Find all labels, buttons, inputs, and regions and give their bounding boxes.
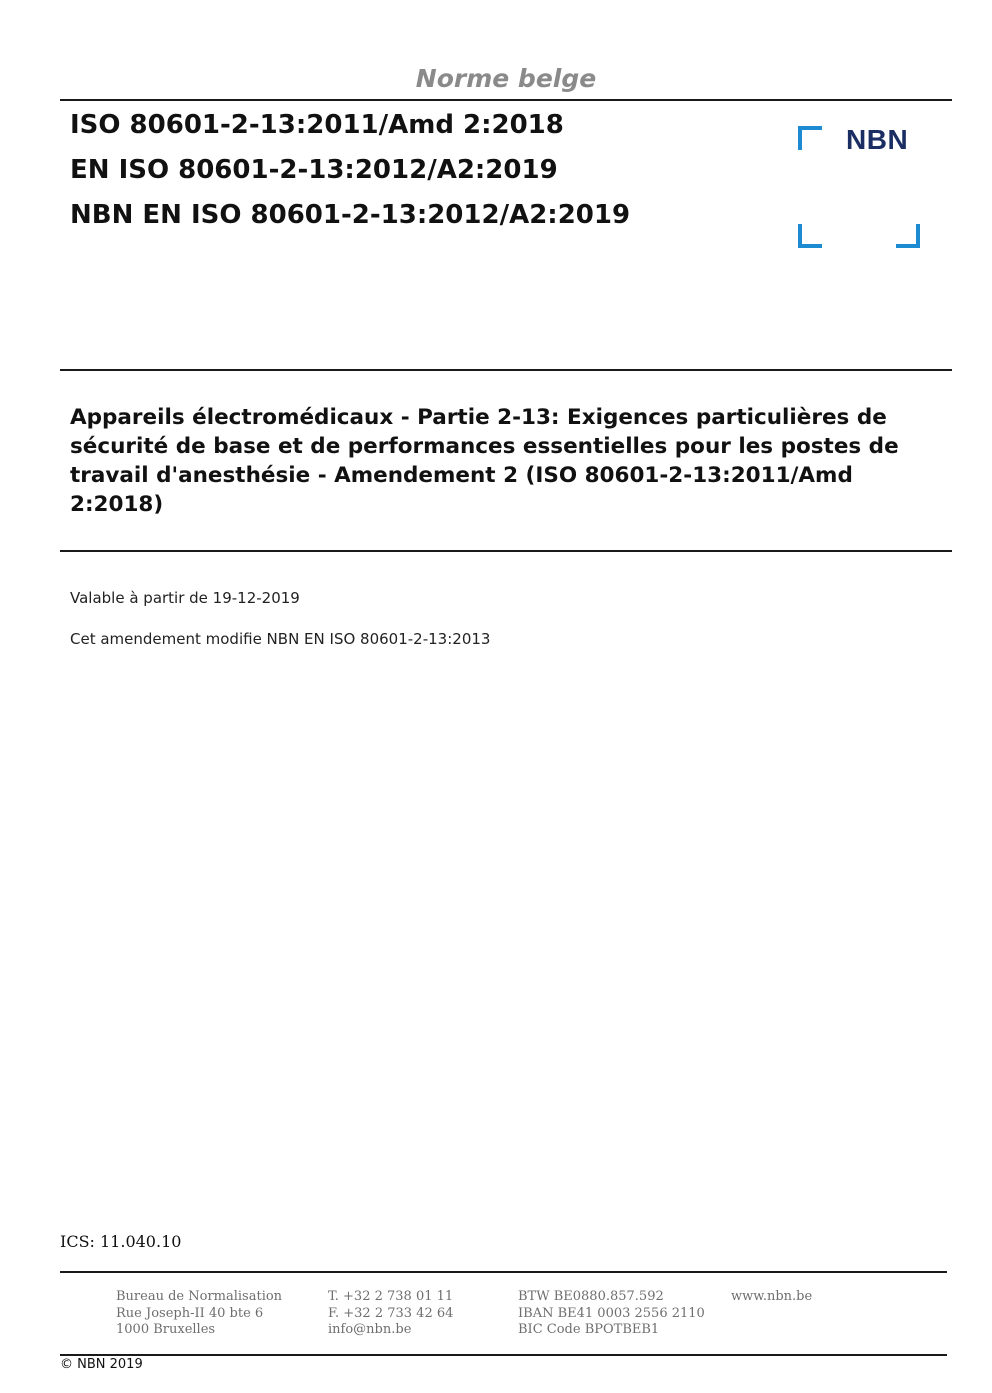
logo-corner-top-left-v [798, 126, 802, 150]
footer-address-line: Rue Joseph-II 40 bte 6 [116, 1305, 264, 1321]
copyright-text: © NBN 2019 [60, 1357, 143, 1372]
nbn-logo [798, 126, 920, 248]
footer-fax: F. +32 2 733 42 64 [328, 1305, 454, 1321]
footer-web [731, 1289, 812, 1306]
footer-bank [518, 1289, 705, 1339]
footer-email: info@nbn.be [328, 1322, 412, 1337]
logo-corner-bottom-left-v [798, 224, 802, 248]
standard-nbn-reference: NBN EN ISO 80601-2-13:2012/A2:2019 [70, 200, 631, 230]
divider-footer-bottom [60, 1354, 947, 1356]
footer-vat: BTW BE0880.857.592 [518, 1289, 664, 1304]
footer-contact [328, 1289, 453, 1339]
footer-iban: IBAN BE41 0003 2556 2110 [518, 1305, 705, 1321]
footer-bic: BIC Code BPOTBEB1 [518, 1322, 660, 1337]
valid-from-text: Valable à partir de 19-12-2019 [70, 589, 300, 607]
divider-top [60, 99, 952, 101]
footer-phone: T. +32 2 738 01 11 [328, 1289, 454, 1304]
footer-address-line: 1000 Bruxelles [116, 1322, 216, 1337]
divider-title-bottom [60, 550, 952, 552]
document-type-label: Norme belge [415, 64, 597, 93]
logo-corner-bottom-right-v [916, 224, 920, 248]
logo-text: NBN [846, 124, 909, 155]
footer-address-line: Bureau de Normalisation [116, 1289, 283, 1304]
footer-website: www.nbn.be [731, 1289, 813, 1304]
document-title: Appareils électromédicaux - Partie 2-13: Exigences particulières de sécurité de base et de performances essentielles pour les postes de travail d'anesthésie - Amendement 2 (ISO 80601-2-13:2011/Amd 2:2018) [70, 405, 899, 517]
modifies-text: Cet amendement modifie NBN EN ISO 80601-2-13:2013 [70, 630, 491, 648]
footer-address [116, 1289, 282, 1339]
divider-footer-top [60, 1271, 947, 1273]
ics-code: ICS: 11.040.10 [60, 1232, 182, 1251]
standard-en-reference: EN ISO 80601-2-13:2012/A2:2019 [70, 155, 558, 185]
divider-title-top [60, 369, 952, 371]
standard-iso-reference: ISO 80601-2-13:2011/Amd 2:2018 [70, 110, 564, 140]
